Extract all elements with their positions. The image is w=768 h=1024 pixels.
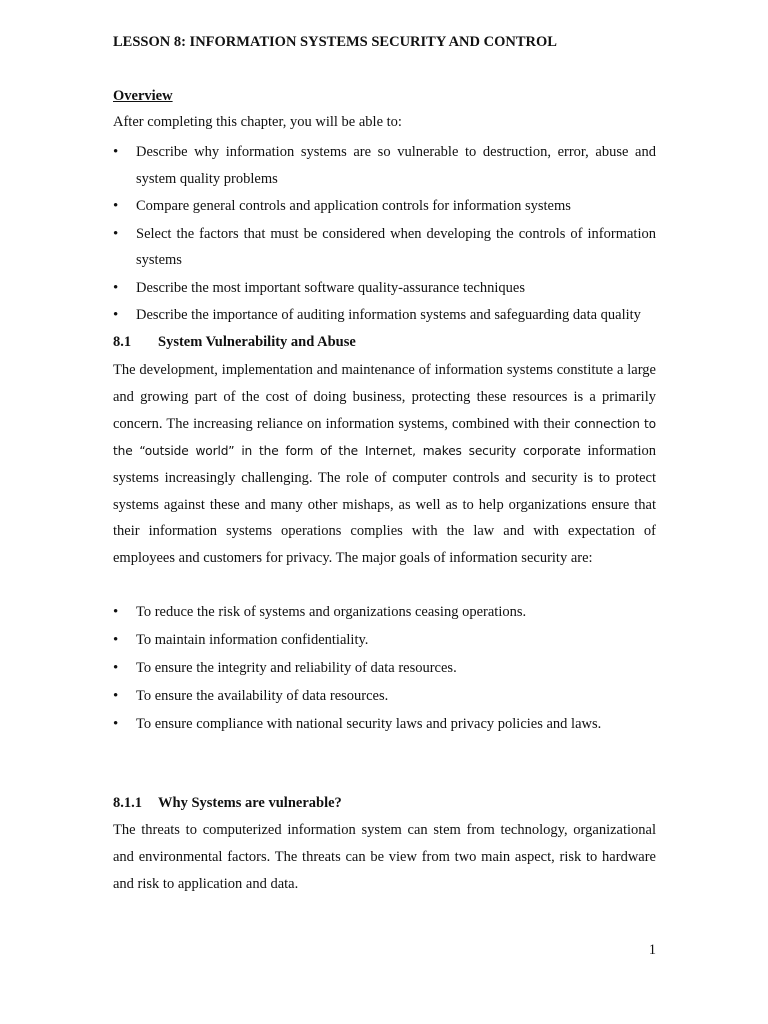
goal-item: • To reduce the risk of systems and organizations ceasing operations. xyxy=(113,599,656,626)
paragraph-text: The development, implementation and maintenance of information systems constitute a large and growing part of the cost of doing business, protecting these resources is a primarily concern. The increasing reliance on information systems, combined with their xyxy=(113,362,656,432)
section-title: Why Systems are vulnerable? xyxy=(158,795,342,811)
section-number: 8.1.1 xyxy=(113,795,142,811)
section-number: 8.1 xyxy=(113,334,132,350)
paragraph-text-sans: connection to the “outside world” in the form of the Internet, makes security corporate xyxy=(113,416,656,458)
objective-item: • Compare general controls and application controls for information systems xyxy=(113,193,656,220)
section-8-1-1-heading xyxy=(113,795,342,812)
goal-item: • To ensure the integrity and reliability of data resources. xyxy=(113,655,656,682)
goal-item: • To ensure compliance with national security laws and privacy policies and laws. xyxy=(113,711,656,738)
section-title: System Vulnerability and Abuse xyxy=(158,334,356,350)
overview-heading: Overview xyxy=(113,88,173,104)
overview-intro: After completing this chapter, you will be able to: xyxy=(113,114,402,130)
objective-item: • Select the factors that must be considered when developing the controls of information systems xyxy=(113,221,656,274)
objectives-list xyxy=(113,139,656,330)
section-8-1-paragraph xyxy=(113,357,656,572)
section-8-1-heading xyxy=(113,334,356,351)
paragraph-text: information systems increasingly challenging. The role of computer controls and security is to protect systems against these and many other mishaps, as well as to help organizations ensure that their information systems operations complies with the law and with expectation of employees and customers for privacy. The major goals of information security are: xyxy=(113,442,656,567)
security-goals-list xyxy=(113,599,656,739)
lesson-title: LESSON 8: INFORMATION SYSTEMS SECURITY AND CONTROL xyxy=(113,34,557,50)
goal-item: • To maintain information confidentiality. xyxy=(113,627,656,654)
section-8-1-1-paragraph: The threats to computerized information system can stem from technology, organizational and environmental factors. The threats can be view from two main aspect, risk to hardware and risk to application and data. xyxy=(113,822,656,892)
page-number: 1 xyxy=(648,942,656,958)
objective-item: • Describe the importance of auditing information systems and safeguarding data quality xyxy=(113,302,656,329)
objective-item: • Describe why information systems are so vulnerable to destruction, error, abuse and system quality problems xyxy=(113,139,656,192)
goal-item: • To ensure the availability of data resources. xyxy=(113,683,656,710)
objective-item: • Describe the most important software quality-assurance techniques xyxy=(113,275,656,302)
